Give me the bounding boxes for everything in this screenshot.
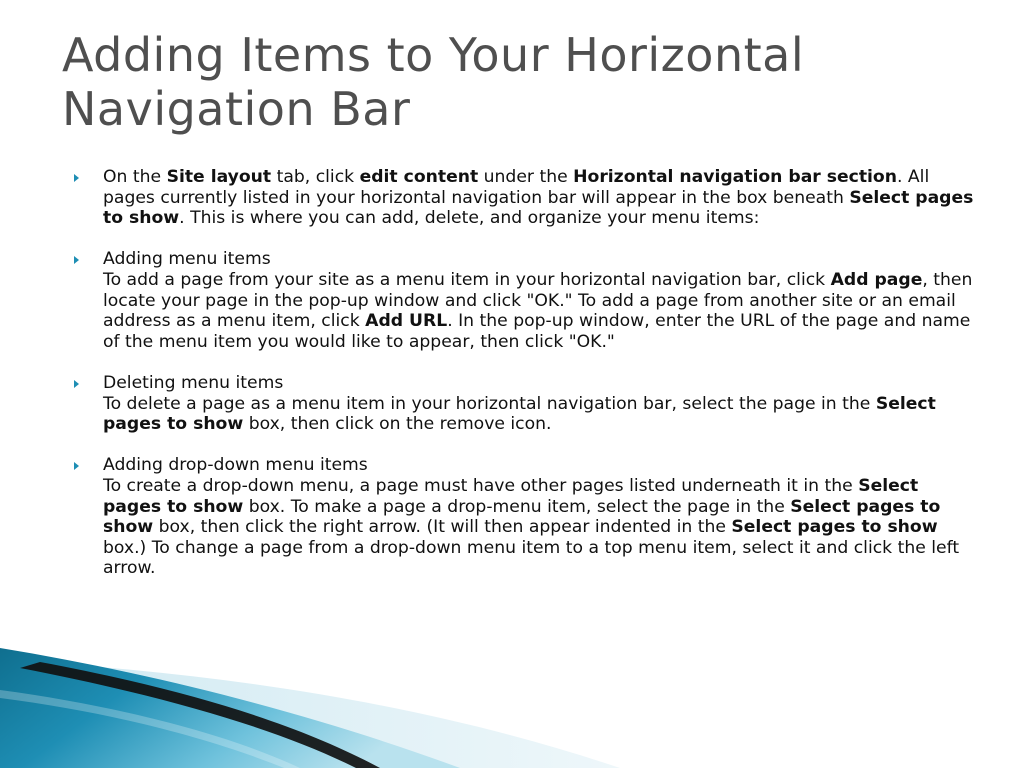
- triangle-right-icon: [74, 462, 79, 470]
- bold-term: Select pages to show: [103, 496, 941, 538]
- text-run: box, then click the right arrow. (It will then appear indented in the: [153, 517, 732, 538]
- bold-term: Add page: [830, 269, 923, 290]
- text-run: box.) To change a page from a drop-down menu item to a top menu item, select it and click the left arrow.: [103, 537, 960, 579]
- swoosh-pale-band: [0, 660, 620, 768]
- text-run: . All pages currently listed in your horizontal navigation bar will appear in the box beneath: [103, 167, 930, 208]
- text-run: box. To make a page a drop-menu item, select the page in the: [243, 496, 791, 517]
- swoosh-dark-stripe: [20, 662, 380, 768]
- text-run: To add a page from your site as a menu item in your horizontal navigation bar, click: [103, 269, 831, 290]
- bullet-item: [74, 455, 974, 579]
- bullet-item: [74, 373, 974, 435]
- text-run: . This is where you can add, delete, and organize your menu items:: [179, 208, 760, 229]
- text-run: On the: [103, 167, 167, 187]
- bold-term: Select pages to show: [103, 393, 936, 435]
- triangle-right-icon: [74, 256, 79, 264]
- triangle-right-icon: [74, 174, 79, 182]
- bullet-body: [103, 167, 974, 229]
- swoosh-blue-band: [0, 648, 460, 768]
- bold-term: Site layout: [166, 167, 272, 187]
- bold-term: Select pages to show: [103, 475, 919, 517]
- text-run: , then locate your page in the pop-up window and click "OK." To add a page from another site or an email address as a menu item, click: [103, 269, 973, 332]
- bullet-heading: Adding menu items: [103, 249, 271, 270]
- text-run: under the: [478, 167, 574, 187]
- bold-term: Select pages to show: [103, 187, 974, 229]
- bullet-list: [74, 167, 974, 579]
- bullet-heading: Adding drop-down menu items: [103, 455, 368, 476]
- slide-title: Adding Items to Your Horizontal Navigation Bar: [62, 28, 805, 136]
- bullet-heading: Deleting menu items: [103, 372, 284, 393]
- text-run: box, then click on the remove icon.: [243, 414, 552, 435]
- text-run: To delete a page as a menu item in your horizontal navigation bar, select the page in the: [103, 393, 876, 414]
- triangle-right-icon: [74, 380, 79, 388]
- bold-term: Add URL: [365, 311, 448, 332]
- bullet-body: [103, 394, 974, 435]
- bullet-body: [103, 476, 974, 579]
- text-run: tab, click: [271, 167, 360, 187]
- bold-term: Horizontal navigation bar section: [573, 167, 897, 187]
- text-run: . In the pop-up window, enter the URL of the page and name of the menu item you would like to appear, then click "OK.": [103, 311, 971, 352]
- bold-term: edit content: [359, 167, 479, 187]
- bullet-item: [74, 167, 974, 229]
- bold-term: Select pages to show: [731, 517, 938, 538]
- bullet-item: [74, 249, 974, 352]
- swoosh-highlight: [0, 690, 300, 768]
- text-run: To create a drop-down menu, a page must have other pages listed underneath it in the: [103, 475, 859, 496]
- bullet-body: [103, 270, 974, 352]
